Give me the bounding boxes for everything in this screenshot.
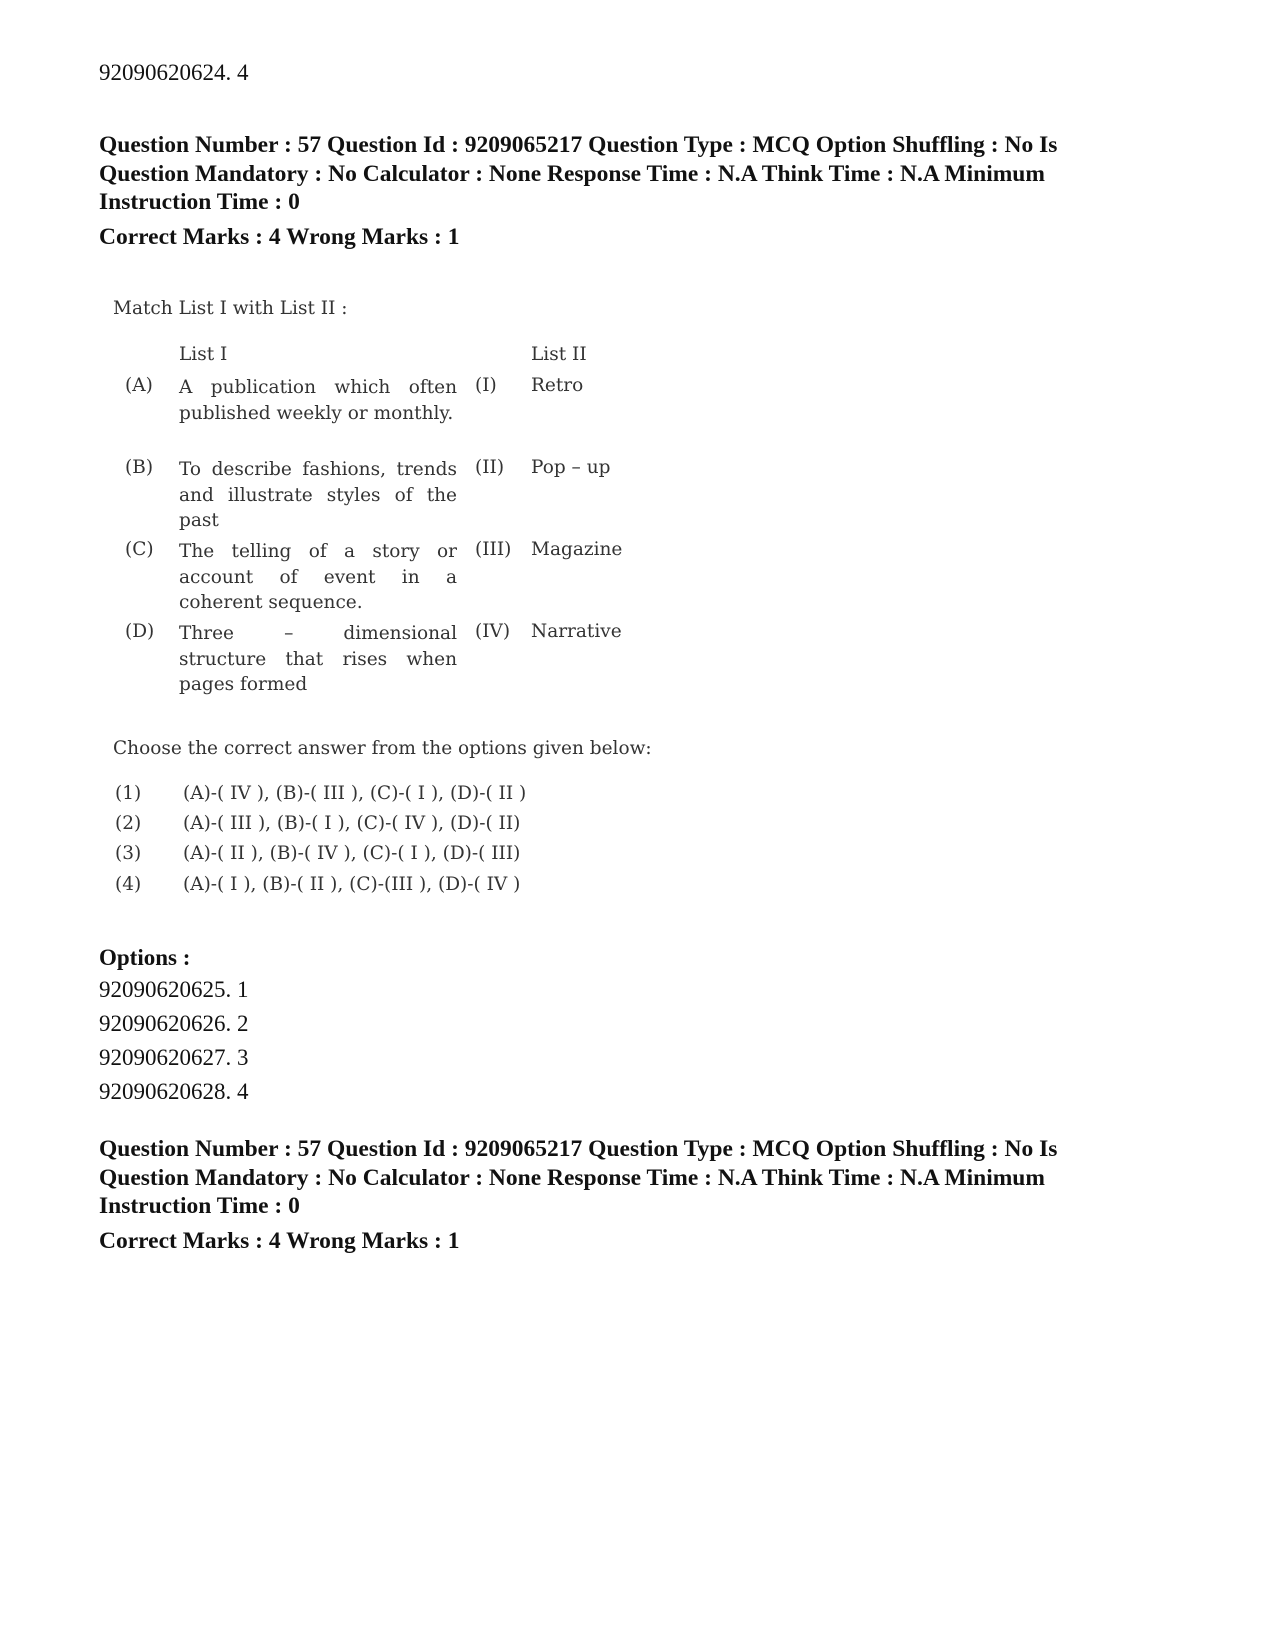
- row-roman: (II): [475, 457, 505, 478]
- list-2-heading: List II: [531, 344, 587, 365]
- row-roman: (IV): [475, 621, 511, 642]
- match-instruction: Match List I with List II :: [113, 298, 348, 319]
- answer-choice-4: [113, 874, 673, 902]
- question-header-line-3: Instruction Time : 0: [99, 1193, 300, 1219]
- row-letter: (B): [125, 457, 154, 478]
- answer-choice-3: [113, 843, 673, 871]
- answer-choice-2: [113, 813, 673, 841]
- row-letter: (C): [125, 539, 154, 560]
- answer-text: (A)-( IV ), (B)-( III ), (C)-( I ), (D)-( II ): [183, 783, 527, 804]
- answer-number: (2): [115, 813, 142, 834]
- row-list-2-item: Narrative: [531, 621, 622, 642]
- row-description: Three – dimensional structure that rises when pages formed: [179, 623, 457, 695]
- question-header-line-1: Question Number : 57 Question Id : 9209065217 Question Type : MCQ Option Shuffling : No Is: [99, 132, 1058, 158]
- row-description: To describe fashions, trends and illustrate styles of the past: [179, 459, 457, 531]
- options-title: Options :: [99, 945, 191, 970]
- question-header-line-2: Question Mandatory : No Calculator : None Response Time : N.A Think Time : N.A Minimum: [99, 160, 1045, 187]
- answer-text: (A)-( I ), (B)-( II ), (C)-(III ), (D)-( IV ): [183, 874, 521, 895]
- row-letter: (D): [125, 621, 155, 642]
- row-description: The telling of a story or account of event in a coherent sequence.: [179, 541, 457, 613]
- question-header: [99, 131, 1199, 251]
- option-item: 92090620626. 2: [99, 1011, 249, 1036]
- row-roman: (III): [475, 539, 512, 560]
- answer-number: (4): [115, 874, 142, 895]
- row-list-2-item: Pop – up: [531, 457, 611, 478]
- question-image: [113, 290, 673, 920]
- previous-option-line: 92090620624. 4: [99, 60, 249, 85]
- row-list-2-item: Magazine: [531, 539, 623, 560]
- answer-choice-1: [113, 783, 673, 811]
- row-roman: (I): [475, 375, 497, 396]
- list-1-heading: List I: [179, 344, 228, 365]
- answer-number: (3): [115, 843, 142, 864]
- row-letter: (A): [125, 375, 153, 396]
- choose-instruction: Choose the correct answer from the options given below:: [113, 738, 652, 759]
- options-section: [99, 943, 249, 1109]
- row-list-2-item: Retro: [531, 375, 584, 396]
- question-marks: Correct Marks : 4 Wrong Marks : 1: [99, 223, 460, 250]
- answer-text: (A)-( II ), (B)-( IV ), (C)-( I ), (D)-( III): [183, 843, 521, 864]
- question-marks: Correct Marks : 4 Wrong Marks : 1: [99, 1227, 460, 1254]
- option-item: 92090620628. 4: [99, 1079, 249, 1104]
- option-item: 92090620627. 3: [99, 1045, 249, 1070]
- option-item: 92090620625. 1: [99, 977, 249, 1002]
- row-description: A publication which often published weekly or monthly.: [179, 377, 457, 424]
- answer-text: (A)-( III ), (B)-( I ), (C)-( IV ), (D)-( II): [183, 813, 521, 834]
- question-header-line-1: Question Number : 57 Question Id : 9209065217 Question Type : MCQ Option Shuffling : No Is: [99, 1136, 1058, 1162]
- answer-number: (1): [115, 783, 142, 804]
- next-question-header: [99, 1135, 1199, 1255]
- question-header-line-3: Instruction Time : 0: [99, 189, 300, 215]
- question-header-line-2: Question Mandatory : No Calculator : None Response Time : N.A Think Time : N.A Minimum: [99, 1164, 1045, 1191]
